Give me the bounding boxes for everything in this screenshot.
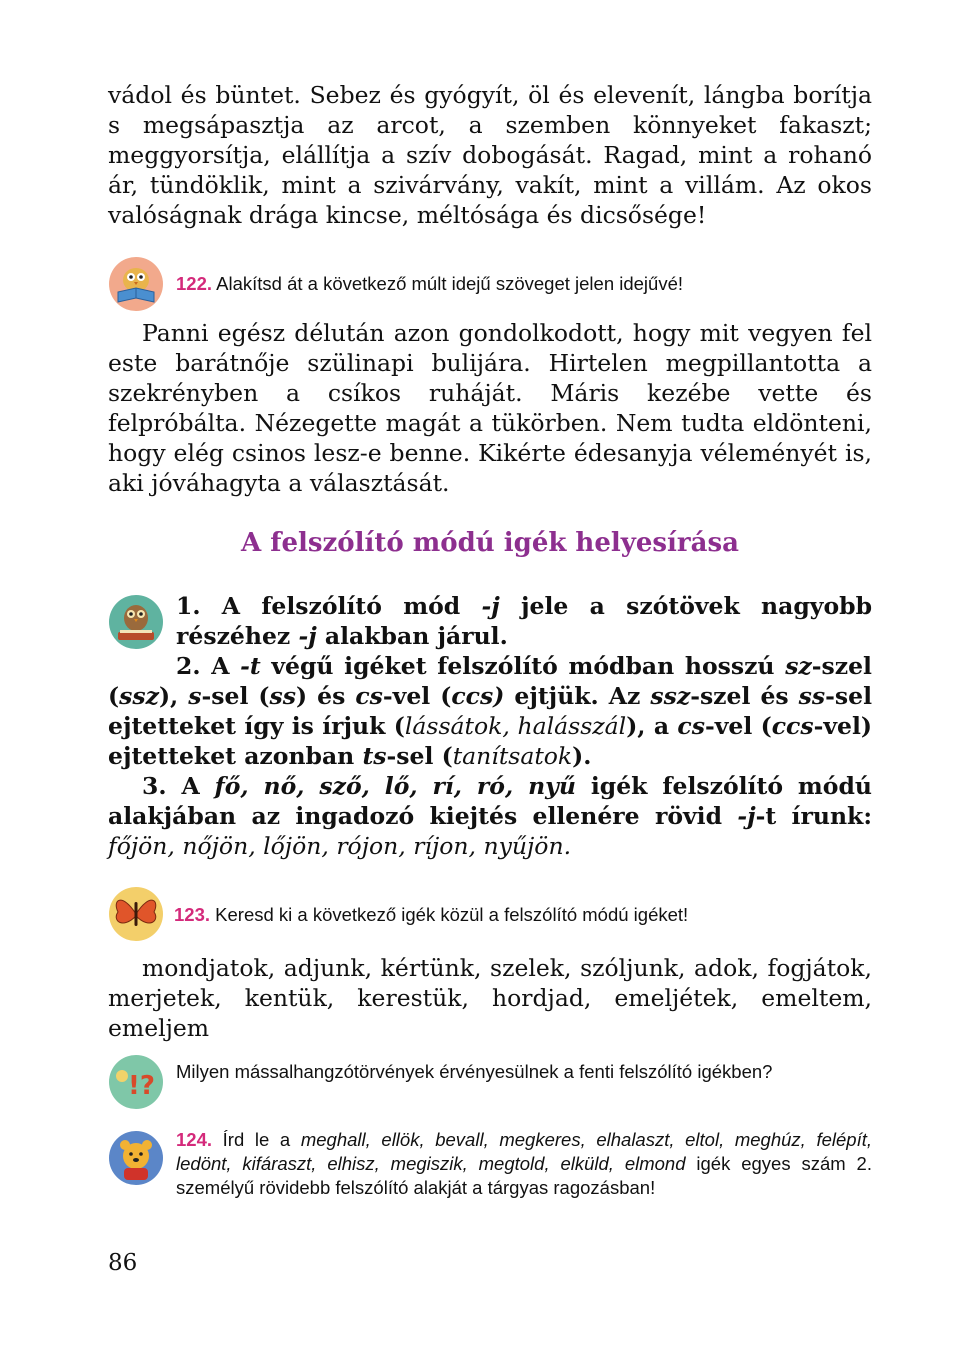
question-exclamation-icon <box>108 1054 164 1110</box>
rule-text: s <box>188 682 202 710</box>
rule-text: -szel ( <box>108 652 872 710</box>
rule-example: lássátok, halásszál <box>404 712 627 740</box>
rule-text: ) és <box>296 682 356 710</box>
rule-text: ccs) <box>451 682 505 710</box>
rule-3 <box>108 771 872 861</box>
rule-example: tanítsatok <box>452 742 573 770</box>
rule-text: -szel és <box>690 682 799 710</box>
verb-list: meghall, ellök, bevall, megkeres, elhalaszt, eltol, meghúz, felépít, ledönt, kifáraszt, elhisz, megiszik, megtold, elküld, elmond <box>176 1129 872 1174</box>
exercise-123-instruction <box>174 903 688 927</box>
instruction-text: Alakítsd át a következő múlt idejű szöveget jelen idejűvé! <box>216 273 684 294</box>
section-title: A felszólító módú igék helyesírása <box>241 528 739 558</box>
exercise-123-text: mondjatok, adjunk, kértünk, szelek, szóljunk, adok, fogjátok, merjetek, kentük, kerestük, hordjad, emeljétek, emeltem, emeljem <box>108 954 872 1042</box>
butterfly-icon <box>108 886 164 942</box>
rule-2 <box>108 651 872 771</box>
exercise-122-instruction <box>176 272 683 296</box>
rule-text: ccs <box>771 712 814 740</box>
exercise-124 <box>176 1128 872 1200</box>
rule-text: fő, nő, sző, lő, rí, ró, nyű <box>214 772 576 800</box>
rule-text: -j <box>298 622 317 650</box>
instruction-text: igék egyes szám 2. személyű rövidebb felszólító alakját a tárgyas ragozásban! <box>176 1153 872 1198</box>
rules-box <box>108 591 872 861</box>
rule-text: ss <box>269 682 296 710</box>
bear-thinking-icon <box>108 1130 164 1186</box>
rule-text: ssz <box>119 682 159 710</box>
rule-text: ts <box>362 742 387 770</box>
rule-text: ), <box>158 682 189 710</box>
rule-text: -t <box>240 652 261 680</box>
rule-text: 3. A <box>142 772 215 800</box>
rule-text: 1. A felszólító mód <box>176 592 482 620</box>
exercise-number: 122. <box>176 273 213 294</box>
rule-text: -j <box>481 592 500 620</box>
instruction-text: Írd le a <box>212 1129 301 1150</box>
rule-text: jele a szótövek nagyobb részéhez <box>176 592 872 650</box>
rule-example: főjön, nőjön, lőjön, rójon, ríjon, nyűjön. <box>108 832 572 860</box>
question-text: Milyen mássalhangzótörvények érvényesülnek a fenti felszólító igékben? <box>176 1061 773 1082</box>
rule-text: ), a <box>626 712 678 740</box>
intro-paragraph: vádol és büntet. Sebez és gyógyít, öl és elevenít, lángba borítja s megsápasztja az arcot, a szemben könnyeket fakaszt; meggyorsítja, elállítja a szív dobogását. Ragad, mint a rohanó ár, tündöklik, mint a szivárvány, vakít, mint a villám. Az okos valóságnak drága kincse, méltósága és dicsősége! <box>108 81 872 229</box>
rule-text: igék felszólító módú alakjában az ingadozó kiejtés ellenére rövid <box>108 772 872 830</box>
rule-text: -vel ( <box>704 712 772 740</box>
rule-text: cs <box>677 712 705 740</box>
rule-text: végű igéket felszólító módban hosszú <box>260 652 786 680</box>
rule-text: 2. A <box>176 652 241 680</box>
rule-text: -j <box>737 802 756 830</box>
svg-text:!?: !? <box>128 1071 155 1101</box>
rule-text: ). <box>572 742 592 770</box>
instruction-text: Keresd ki a következő igék közül a felszólító módú igéket! <box>215 904 689 925</box>
rule-text: alakban járul. <box>316 622 508 650</box>
rule-text: -t írunk: <box>755 802 872 830</box>
rule-text: -vel) ejtetteket azonban <box>108 712 872 770</box>
page-number: 86 <box>108 1250 138 1276</box>
rule-text: -sel ejtetteket így is írjuk ( <box>108 682 873 740</box>
rule-text: cs <box>355 682 383 710</box>
exercise-number: 124. <box>176 1129 213 1150</box>
rule-text: ssz <box>650 682 691 710</box>
rule-1 <box>108 591 872 651</box>
rule-text: ss <box>798 682 826 710</box>
exercise-122-text: Panni egész délután azon gondolkodott, hogy mit vegyen fel este barátnője szülinapi bulijára. Hirtelen megpillantotta a szekrényben a csíkos ruháját. Máris kezébe vette és felpróbálta. Nézegette magát a tükörben. Nem tudta eldönteni, hogy elég csinos lesz-e benne. Kikérte édesanyja véleményét is, aki jóváhagyta a választását. <box>108 319 872 497</box>
rule-text: -vel ( <box>382 682 452 710</box>
exercise-number: 123. <box>174 904 211 925</box>
rule-text: -sel ( <box>201 682 270 710</box>
rule-text: -sel ( <box>386 742 453 770</box>
rule-text: sz <box>785 652 812 680</box>
rule-text: ejtjük. Az <box>504 682 651 710</box>
owl-reading-icon <box>108 256 164 312</box>
